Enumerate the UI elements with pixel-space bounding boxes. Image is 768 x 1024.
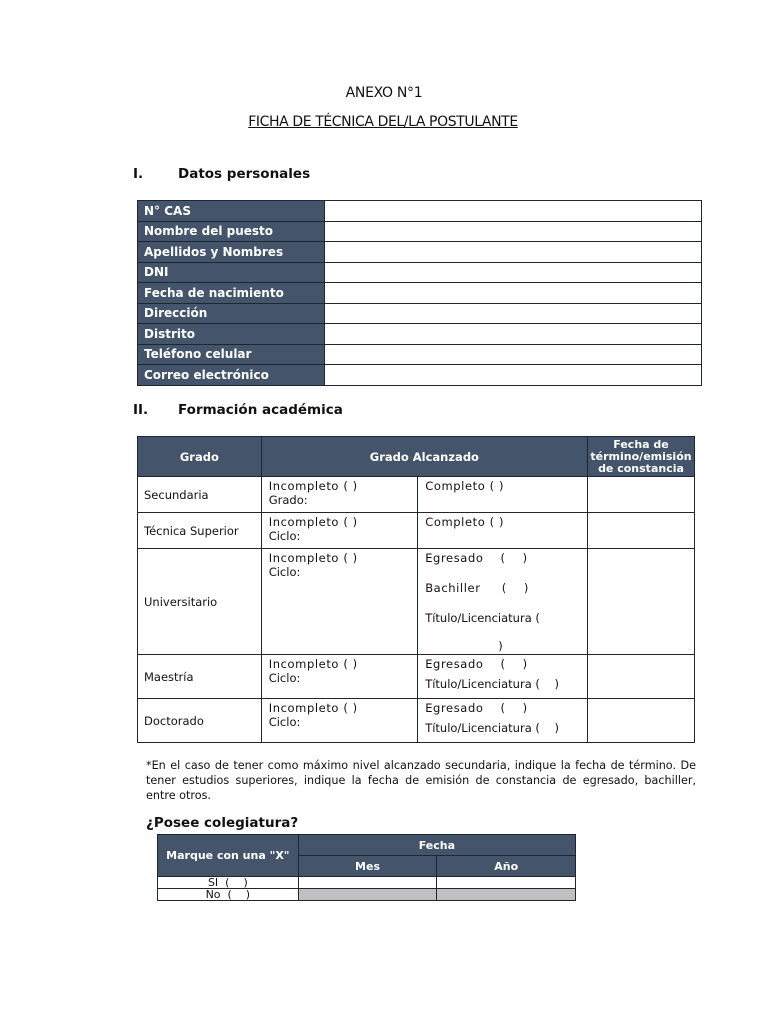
option-cell[interactable] bbox=[261, 549, 417, 655]
header-grado-alcanzado: Grado Alcanzado bbox=[261, 437, 587, 477]
anio-cell[interactable] bbox=[437, 877, 576, 889]
header-anio: Año bbox=[437, 856, 576, 877]
option-cell[interactable] bbox=[418, 549, 588, 655]
titulo-option: Título/Licenciatura ( bbox=[425, 611, 540, 625]
date-cell[interactable] bbox=[588, 549, 695, 655]
field-label: Dirección bbox=[138, 303, 325, 324]
table-row bbox=[158, 889, 576, 901]
completo-option: Completo ( ) bbox=[425, 515, 505, 529]
titulo-option: Título/Licenciatura ( ) bbox=[425, 677, 559, 691]
date-cell[interactable] bbox=[588, 699, 695, 743]
field-input[interactable] bbox=[325, 242, 702, 263]
grado-cell: Técnica Superior bbox=[138, 513, 262, 549]
egresado-option: Egresado ( ) bbox=[425, 657, 528, 671]
field-input[interactable] bbox=[325, 365, 702, 386]
titulo-option: Título/Licenciatura ( ) bbox=[425, 721, 559, 735]
date-cell[interactable] bbox=[588, 513, 695, 549]
table-row bbox=[138, 283, 702, 304]
section2-title: Formación académica bbox=[178, 402, 343, 418]
option-cell[interactable] bbox=[418, 699, 588, 743]
field-label: Nombre del puesto bbox=[138, 221, 325, 242]
incompleto-option: Incompleto ( ) bbox=[268, 515, 358, 529]
grado-cell: Secundaria bbox=[138, 477, 262, 513]
footnote: *En el caso de tener como máximo nivel alcanzado secundaria, indique la fecha de término. De tener estudios superiores, indique la fecha de emisión de constancia de egresado, bachiller, entre otros. bbox=[146, 759, 696, 802]
option-cell[interactable] bbox=[418, 513, 588, 549]
colegiatura-table bbox=[157, 834, 576, 901]
anexo-title: ANEXO N°1 bbox=[345, 85, 423, 101]
field-input[interactable] bbox=[325, 221, 702, 242]
ciclo-label: Ciclo: bbox=[268, 565, 301, 579]
option-cell[interactable] bbox=[261, 513, 417, 549]
option-cell[interactable] bbox=[418, 477, 588, 513]
no-option[interactable]: No ( ) bbox=[158, 889, 299, 901]
field-label: Fecha de nacimiento bbox=[138, 283, 325, 304]
table-row bbox=[138, 655, 695, 699]
academic-table bbox=[137, 436, 695, 743]
table-row bbox=[138, 303, 702, 324]
field-input[interactable] bbox=[325, 262, 702, 283]
table-row bbox=[138, 324, 702, 345]
titulo-close-paren: ) bbox=[498, 639, 503, 653]
anio-cell-disabled bbox=[437, 889, 576, 901]
table-row bbox=[158, 877, 576, 889]
grado-cell: Universitario bbox=[138, 549, 262, 655]
grado-label: Grado: bbox=[268, 493, 308, 507]
table-row bbox=[138, 262, 702, 283]
header-fecha: Fecha de término/emisión de constancia bbox=[588, 437, 695, 477]
header-grado: Grado bbox=[138, 437, 262, 477]
grado-cell: Maestría bbox=[138, 655, 262, 699]
colegiatura-question: ¿Posee colegiatura? bbox=[146, 815, 299, 831]
incompleto-option: Incompleto ( ) bbox=[268, 701, 358, 715]
header-mes: Mes bbox=[298, 856, 437, 877]
table-row bbox=[138, 201, 702, 222]
ciclo-label: Ciclo: bbox=[268, 715, 301, 729]
field-input[interactable] bbox=[325, 201, 702, 222]
mes-cell[interactable] bbox=[298, 877, 437, 889]
incompleto-option: Incompleto ( ) bbox=[268, 657, 358, 671]
option-cell[interactable] bbox=[261, 477, 417, 513]
field-label: Teléfono celular bbox=[138, 344, 325, 365]
ficha-title: FICHA DE TÉCNICA DEL/LA POSTULANTE bbox=[248, 114, 518, 130]
table-row bbox=[138, 365, 702, 386]
completo-option: Completo ( ) bbox=[425, 479, 505, 493]
incompleto-option: Incompleto ( ) bbox=[268, 551, 358, 565]
section1-title: Datos personales bbox=[178, 166, 311, 182]
table-header-row bbox=[158, 835, 576, 856]
field-input[interactable] bbox=[325, 303, 702, 324]
table-header-row bbox=[138, 437, 695, 477]
egresado-option: Egresado ( ) bbox=[425, 551, 528, 565]
table-row bbox=[138, 549, 695, 655]
field-label: DNI bbox=[138, 262, 325, 283]
field-input[interactable] bbox=[325, 344, 702, 365]
field-input[interactable] bbox=[325, 283, 702, 304]
table-row bbox=[138, 344, 702, 365]
table-row bbox=[138, 699, 695, 743]
grado-cell: Doctorado bbox=[138, 699, 262, 743]
option-cell[interactable] bbox=[261, 655, 417, 699]
bachiller-option: Bachiller ( ) bbox=[425, 581, 529, 595]
field-input[interactable] bbox=[325, 324, 702, 345]
field-label: Distrito bbox=[138, 324, 325, 345]
section2-number: II. bbox=[133, 402, 149, 418]
ciclo-label: Ciclo: bbox=[268, 671, 301, 685]
field-label: N° CAS bbox=[138, 201, 325, 222]
field-label: Correo electrónico bbox=[138, 365, 325, 386]
ciclo-label: Ciclo: bbox=[268, 529, 301, 543]
table-row bbox=[138, 221, 702, 242]
si-option[interactable]: SI ( ) bbox=[158, 877, 299, 889]
option-cell[interactable] bbox=[418, 655, 588, 699]
option-cell[interactable] bbox=[261, 699, 417, 743]
header-fecha: Fecha bbox=[298, 835, 575, 856]
personal-data-table bbox=[137, 200, 702, 386]
mes-cell-disabled bbox=[298, 889, 437, 901]
date-cell[interactable] bbox=[588, 477, 695, 513]
incompleto-option: Incompleto ( ) bbox=[268, 479, 358, 493]
table-row bbox=[138, 477, 695, 513]
header-marque: Marque con una "X" bbox=[158, 835, 299, 877]
field-label: Apellidos y Nombres bbox=[138, 242, 325, 263]
table-row bbox=[138, 513, 695, 549]
section1-number: I. bbox=[133, 166, 144, 182]
date-cell[interactable] bbox=[588, 655, 695, 699]
egresado-option: Egresado ( ) bbox=[425, 701, 528, 715]
table-row bbox=[138, 242, 702, 263]
